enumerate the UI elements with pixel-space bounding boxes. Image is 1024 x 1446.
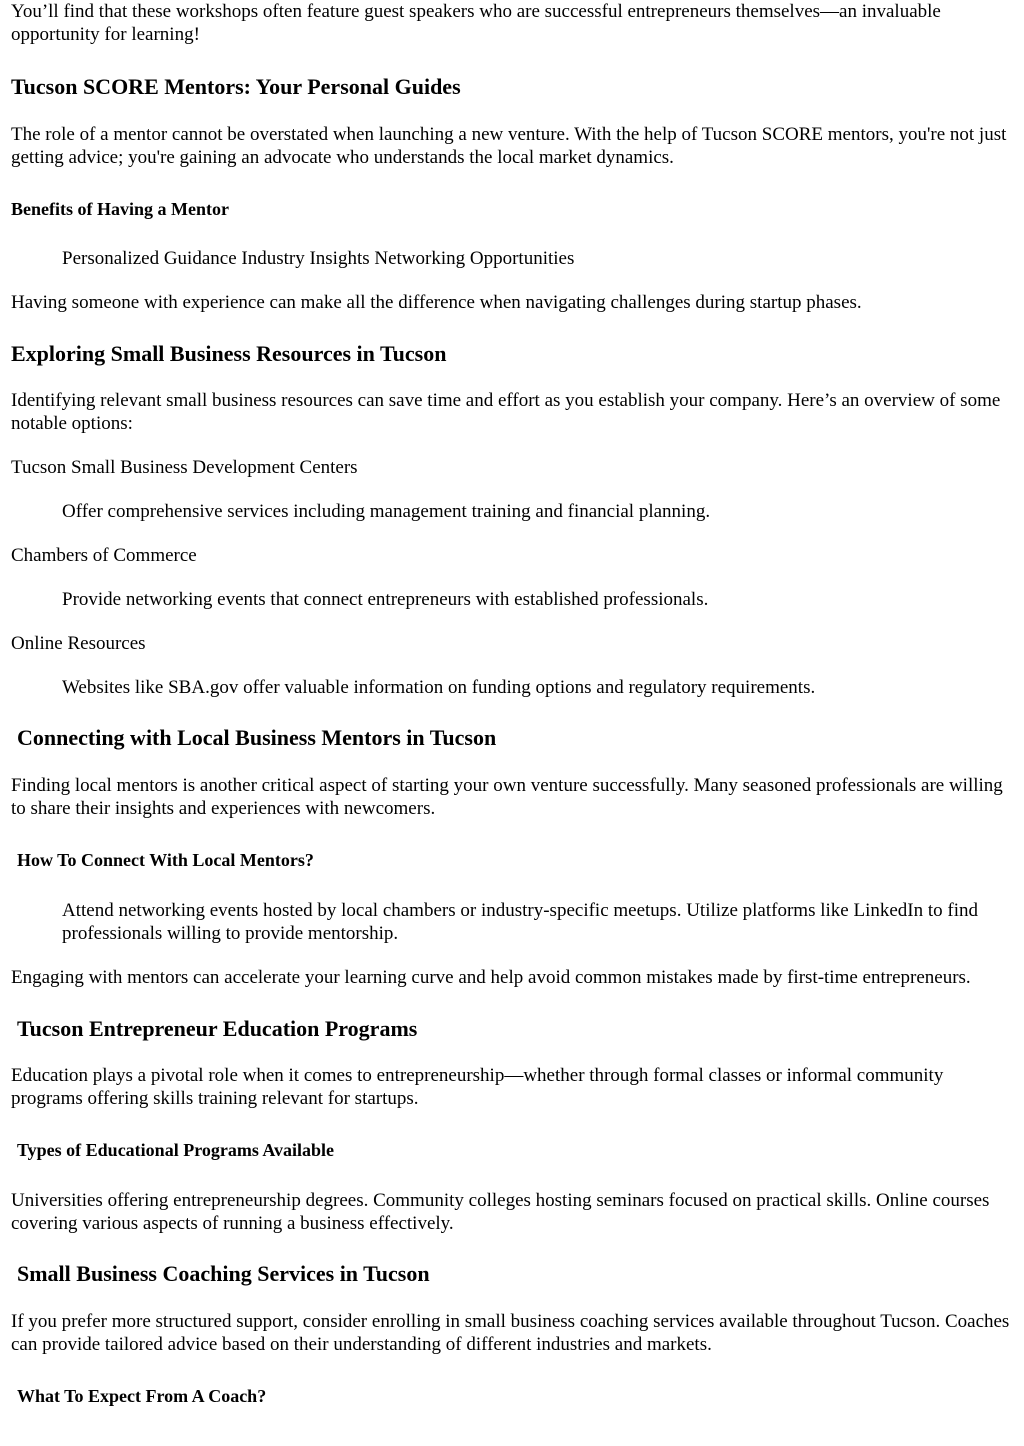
resource-term: Tucson Small Business Development Centers <box>11 457 358 478</box>
score-paragraph: The role of a mentor cannot be overstated when launching a new venture. With the help of Tucson SCORE mentors, you're not just getting advice; you're gaining an advocate who understands the local market dynamics. <box>11 124 1007 168</box>
resource-description: Offer comprehensive services including management training and financial planning. <box>62 501 711 522</box>
education-paragraph: Education plays a pivotal role when it comes to entrepreneurship—whether through formal classes or informal community programs offering skills training relevant for startups. <box>11 1065 944 1109</box>
resource-term: Chambers of Commerce <box>11 545 197 566</box>
coaching-heading: Small Business Coaching Services in Tucson <box>17 1261 430 1286</box>
programs-subheading: Types of Educational Programs Available <box>17 1140 335 1160</box>
score-heading: Tucson SCORE Mentors: Your Personal Guides <box>11 74 461 99</box>
benefits-list: Personalized Guidance Industry Insights Networking Opportunities <box>62 248 575 269</box>
resource-term: Online Resources <box>11 633 146 654</box>
programs-paragraph: Universities offering entrepreneurship degrees. Community colleges hosting seminars focused on practical skills. Online courses covering various aspects of running a business effectively. <box>11 1190 990 1234</box>
coach-subheading: What To Expect From A Coach? <box>17 1386 267 1406</box>
resources-heading: Exploring Small Business Resources in Tucson <box>11 341 447 366</box>
local-mentors-paragraph: Finding local mentors is another critical aspect of starting your own venture successfully. Many seasoned professionals are willing to share their insights and experiences with newcomers. <box>11 775 1003 819</box>
resource-description: Provide networking events that connect entrepreneurs with established professionals. <box>62 589 709 610</box>
benefits-subheading: Benefits of Having a Mentor <box>11 199 229 219</box>
intro-paragraph: You’ll find that these workshops often feature guest speakers who are successful entrepreneurs themselves—an invaluable opportunity for learning! <box>11 1 941 45</box>
resource-description: Websites like SBA.gov offer valuable information on funding options and regulatory requirements. <box>62 677 816 698</box>
education-heading: Tucson Entrepreneur Education Programs <box>17 1016 418 1041</box>
local-mentors-heading: Connecting with Local Business Mentors in Tucson <box>17 725 497 750</box>
resources-paragraph: Identifying relevant small business resources can save time and effort as you establish your company. Here’s an overview of some notable options: <box>11 390 1001 434</box>
score-closing: Having someone with experience can make all the difference when navigating challenges during startup phases. <box>11 292 862 313</box>
connect-tips: Attend networking events hosted by local chambers or industry-specific meetups. Utilize platforms like LinkedIn to find professionals willing to provide mentorship. <box>62 900 978 944</box>
connect-subheading: How To Connect With Local Mentors? <box>17 850 314 870</box>
coaching-paragraph: If you prefer more structured support, consider enrolling in small business coaching services available throughout Tucson. Coaches can provide tailored advice based on their understanding of different industries and markets. <box>11 1311 1010 1355</box>
local-mentors-closing: Engaging with mentors can accelerate your learning curve and help avoid common mistakes made by first-time entrepreneurs. <box>11 967 971 988</box>
